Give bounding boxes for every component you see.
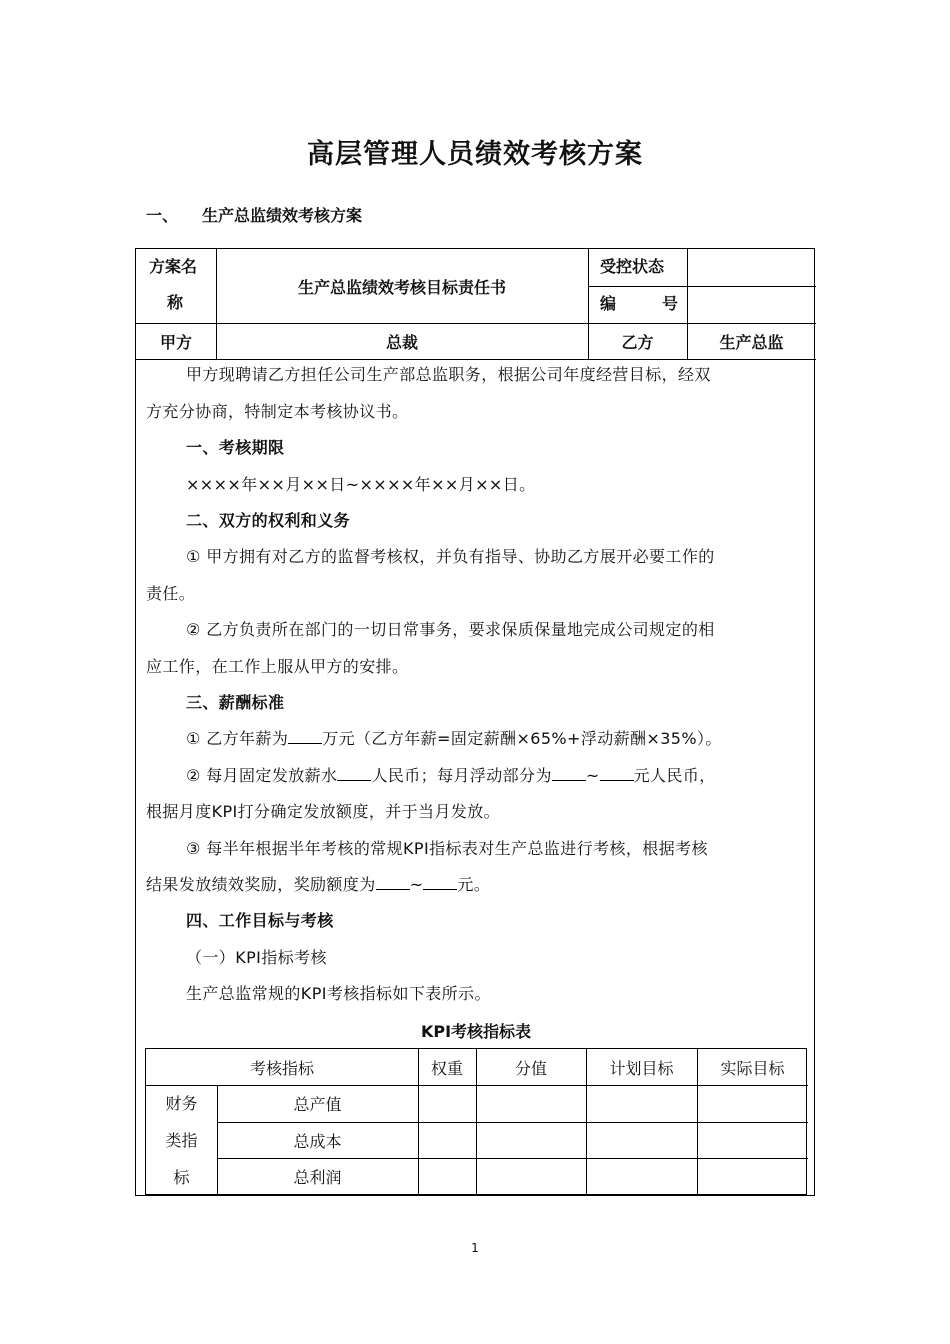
kpi-header-indicator: 考核指标 [249, 1058, 314, 1078]
rights-1-line-1: ① 甲方拥有对乙方的监督考核权，并负有指导、协助乙方展开必要工作的 [186, 547, 715, 566]
period-text: ××××年××月××日~××××年××月××日。 [186, 475, 536, 494]
kpi-row-name: 总产值 [293, 1095, 342, 1114]
plan-name-label-cont: 称 [167, 293, 184, 312]
kpi-row-name: 总成本 [293, 1131, 342, 1151]
rights-2-line-1: ② 乙方负责所在部门的一切日常事务，要求保质保量地完成公司规定的相 [186, 620, 715, 639]
kpi-intro: 生产总监常规的KPI考核指标如下表所示。 [186, 984, 491, 1003]
kpi-row-name: 总利润 [293, 1168, 342, 1187]
salary-1-text-b: 万元（乙方年薪=固定薪酬×65%+浮动薪酬×35%）。 [322, 729, 722, 748]
rights-2-line-2: 应工作，在工作上服从甲方的安排。 [146, 657, 409, 676]
page-number: 1 [471, 1241, 479, 1255]
party-a-label: 甲方 [159, 332, 192, 352]
blank-field [423, 877, 457, 890]
plan-name-value: 生产总监绩效考核目标责任书 [297, 277, 506, 297]
rights-1-line-2: 责任。 [146, 584, 196, 603]
salary-3-line-1: ③ 每半年根据半年考核的常规KPI指标表对生产总监进行考核，根据考核 [186, 839, 708, 858]
control-status-label: 受控状态 [600, 257, 665, 276]
party-a-value: 总裁 [385, 332, 418, 352]
salary-2-tilde: ~ [585, 766, 600, 785]
salary-2-line-1 [186, 763, 716, 786]
kpi-category-line: 标 [173, 1167, 190, 1187]
salary-3-line-2 [146, 872, 490, 895]
heading-goals: 四、工作目标与考核 [186, 911, 334, 930]
kpi-category-line: 类指 [165, 1130, 198, 1150]
kpi-table [145, 1048, 807, 1195]
intro-line-2: 方充分协商，特制定本考核协议书。 [146, 402, 409, 421]
number-label [600, 291, 678, 314]
kpi-category [146, 1085, 217, 1195]
salary-2-text-b: 人民币；每月浮动部分为 [371, 766, 552, 785]
number-label-char-2: 号 [662, 294, 679, 313]
salary-1 [186, 726, 722, 749]
heading-salary: 三、薪酬标准 [186, 693, 285, 712]
salary-3-tilde: ~ [409, 875, 424, 894]
section-label: 生产总监绩效考核方案 [202, 206, 363, 225]
page-title: 高层管理人员绩效考核方案 [307, 139, 643, 170]
kpi-header-weight: 权重 [430, 1058, 463, 1078]
kpi-table-title: KPI考核指标表 [420, 1022, 532, 1041]
number-label-char-1: 编 [600, 294, 617, 313]
kpi-header-score: 分值 [514, 1058, 547, 1078]
party-b-value: 生产总监 [719, 332, 784, 352]
blank-field [600, 768, 634, 781]
subheading-kpi: （一）KPI指标考核 [186, 948, 327, 967]
party-b-label: 乙方 [621, 332, 654, 352]
salary-2-line-2: 根据月度KPI打分确定发放额度，并于当月发放。 [146, 802, 501, 821]
heading-period: 一、考核期限 [186, 438, 285, 457]
salary-1-text-a: ① 乙方年薪为 [186, 729, 289, 748]
kpi-header-actual: 实际目标 [720, 1058, 785, 1078]
blank-field [376, 877, 410, 890]
intro-line-1: 甲方现聘请乙方担任公司生产部总监职务，根据公司年度经营目标，经双 [186, 365, 711, 384]
salary-3-text-c: 元。 [457, 875, 491, 894]
kpi-category-line: 财务 [165, 1093, 198, 1113]
salary-2-text-a: ② 每月固定发放薪水 [186, 766, 338, 785]
blank-field [552, 768, 586, 781]
salary-3-text-a: 结果发放绩效奖励，奖励额度为 [146, 875, 376, 894]
number-value [687, 286, 816, 323]
kpi-header-plan: 计划目标 [609, 1058, 674, 1078]
agreement-table [135, 248, 815, 1196]
section-number: 一、 [146, 206, 179, 225]
plan-name-label: 方案名 [149, 257, 198, 276]
blank-field [288, 731, 322, 744]
control-status-value [687, 249, 816, 286]
blank-field [337, 768, 371, 781]
salary-2-text-d: 元人民币， [633, 766, 716, 785]
section-heading [146, 203, 362, 226]
heading-rights: 二、双方的权利和义务 [186, 511, 351, 530]
